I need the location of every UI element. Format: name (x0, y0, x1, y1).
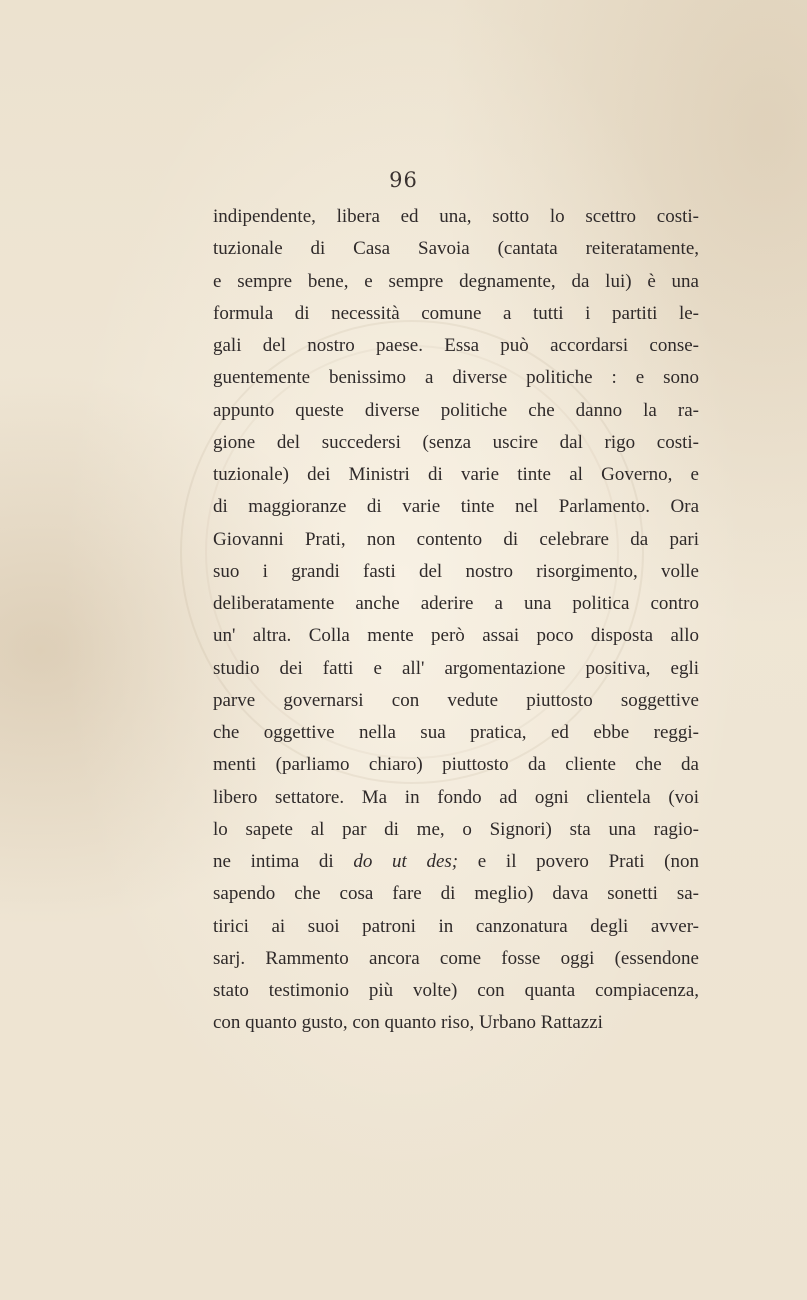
text-line: con quanto gusto, con quanto riso, Urbano Rattazzi (213, 1012, 603, 1034)
text-line: libero settatore. Ma in fondo ad ogni clientela (voi (213, 786, 699, 808)
text-line (213, 846, 699, 878)
text-line: appunto queste diverse politiche che danno la ra- (213, 399, 699, 421)
text-line: tuzionale) dei Ministri di varie tinte al Governo, e (213, 464, 699, 485)
text-segment: ne intima di (213, 851, 354, 872)
text-line: studio dei fatti e all' argomentazione positiva, egli (213, 657, 699, 679)
text-segment: e il povero Prati (non (458, 851, 700, 872)
text-line: suo i grandi fasti del nostro risorgimento, volle (213, 560, 699, 582)
text-line: stato testimonio più volte) con quanta compiacenza, (213, 980, 699, 1001)
text-line: guentemente benissimo a diverse politiche : e sono (213, 367, 699, 389)
text-line: parve governarsi con vedute piuttosto soggettive (213, 689, 699, 711)
text-line: deliberatamente anche aderire a una politica contro (213, 593, 699, 614)
latin-phrase: do ut des; (353, 851, 459, 872)
text-line: tuzionale di Casa Savoia (cantata reiteratamente, (213, 238, 699, 260)
text-line: sapendo che cosa fare di meglio) dava sonetti sa- (213, 883, 699, 905)
text-line: gali del nostro paese. Essa può accordarsi conse- (213, 335, 699, 356)
text-line: Giovanni Prati, non contento di celebrare da pari (213, 528, 699, 550)
text-line: e sempre bene, e sempre degnamente, da lui) è una (213, 270, 699, 292)
text-line: un' altra. Colla mente però assai poco disposta allo (213, 625, 699, 647)
body-text (213, 201, 699, 1040)
text-line: formula di necessità comune a tutti i partiti le- (213, 302, 699, 324)
page-number: 96 (389, 168, 418, 192)
text-line: sarj. Rammento ancora come fosse oggi (essendone (213, 947, 699, 969)
text-line: lo sapete al par di me, o Signori) sta una ragio- (213, 818, 699, 840)
text-line: gione del succedersi (senza uscire dal rigo costi- (213, 431, 699, 453)
text-line: che oggettive nella sua pratica, ed ebbe reggi- (213, 722, 699, 743)
text-line: di maggioranze di varie tinte nel Parlamento. Ora (213, 496, 699, 518)
text-line: indipendente, libera ed una, sotto lo scettro costi- (213, 206, 699, 227)
text-line: tirici ai suoi patroni in canzonatura degli avver- (213, 915, 699, 937)
text-line: menti (parliamo chiaro) piuttosto da cliente che da (213, 754, 699, 776)
